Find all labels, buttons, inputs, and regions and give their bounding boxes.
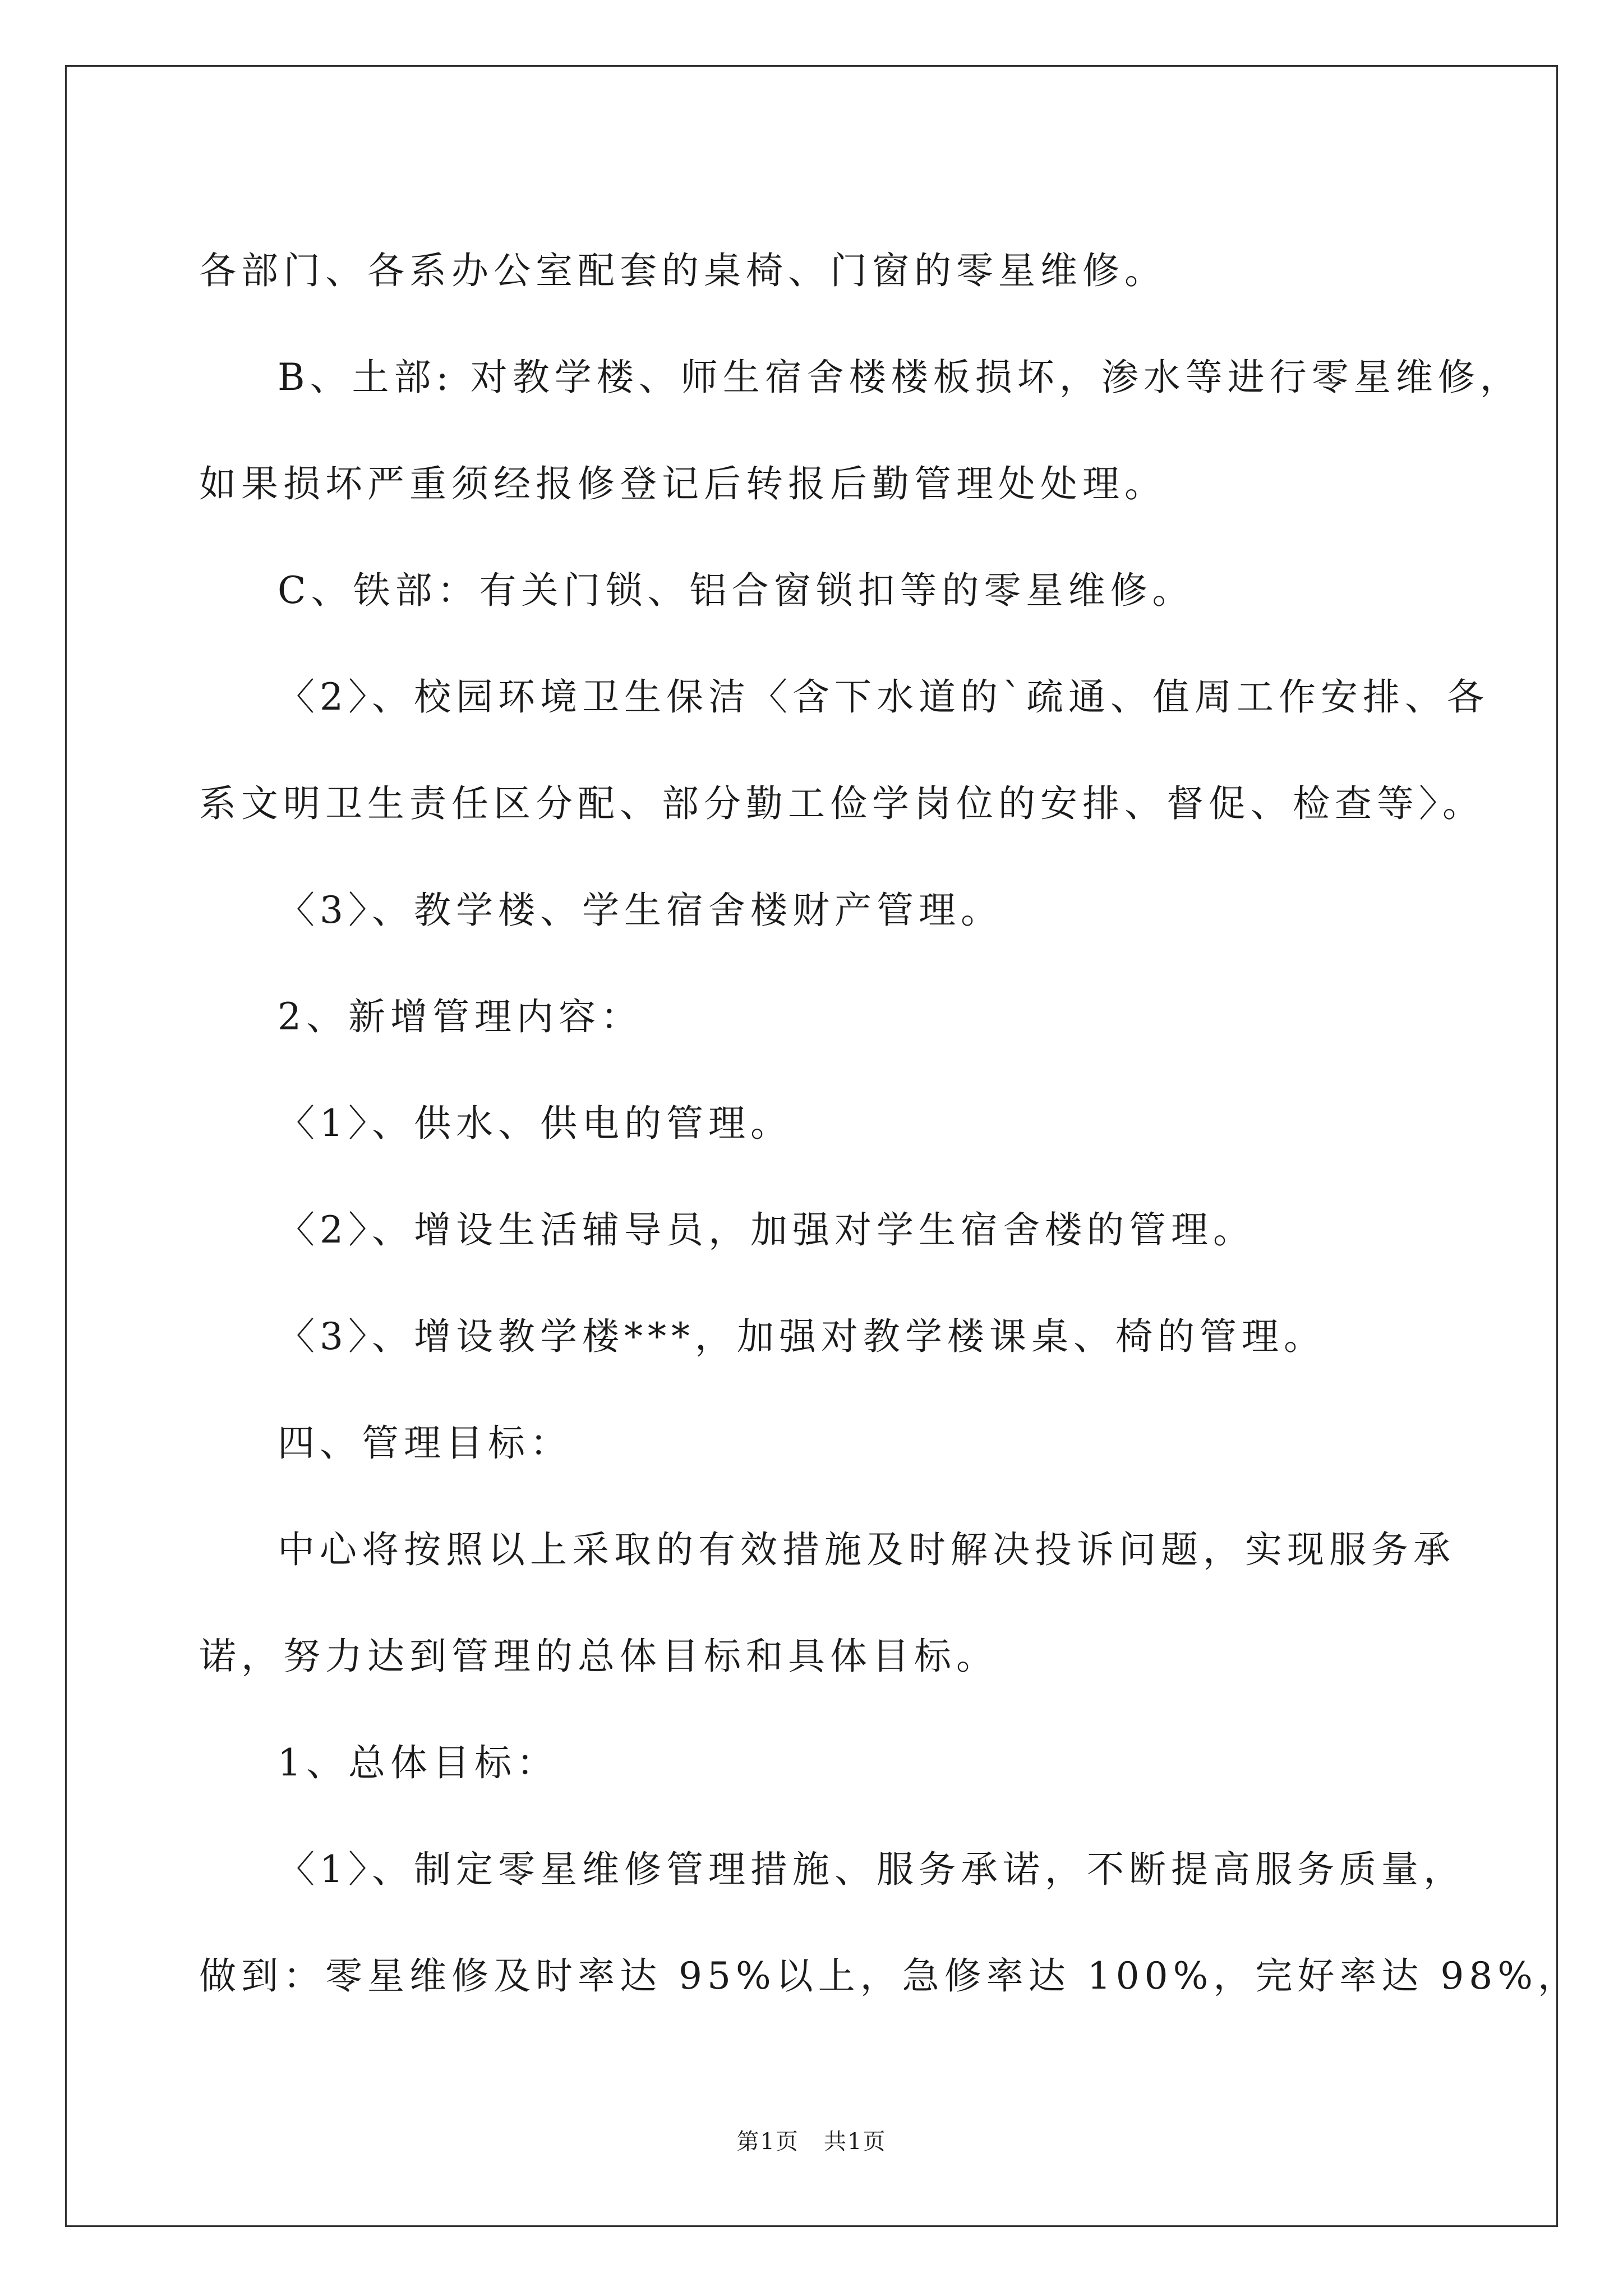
paragraph-line: 中心将按照以上采取的有效措施及时解决投诉问题，实现服务承 [278,1528,1455,1571]
paragraph-line: C、铁部：有关门锁、铝合窗锁扣等的零星维修。 [278,569,1195,612]
paragraph-line: B、土部: 对教学楼、师生宿舍楼楼板损坏，渗水等进行零星维修， [278,356,1522,399]
document-body [199,218,1580,2030]
paragraph-line: 〈2〉、校园环境卫生保洁〈含下水道的`疏通、值周工作安排、各 [278,675,1489,719]
paragraph-line: 〈2〉、增设生活辅导员，加强对学生宿舍楼的管理。 [278,1208,1255,1251]
paragraph-line: 〈1〉、制定零星维修管理措施、服务承诺，不断提高服务质量， [278,1848,1465,1891]
paragraph-line: 系文明卫生责任区分配、部分勤工俭学岗位的安排、督促、检查等〉。 [199,782,1484,825]
paragraph-line: 做到：零星维修及时率达 95%以上，急修率达 100%，完好率达 98%， [199,1954,1580,1998]
paragraph-line: 〈3〉、教学楼、学生宿舍楼财产管理。 [278,889,1003,932]
paragraph-line: 〈1〉、供水、供电的管理。 [278,1102,792,1145]
paragraph-line: 各部门、各系办公室配套的桌椅、门窗的零星维修。 [199,249,1166,292]
section-heading: 四、管理目标： [278,1421,572,1465]
paragraph-line: 如果损坏严重须经报修登记后转报后勤管理处处理。 [199,462,1166,505]
section-heading: 2、新增管理内容： [278,995,643,1038]
paragraph-line: 〈3〉、增设教学楼***，加强对教学楼课桌、椅的管理。 [278,1315,1326,1358]
paragraph-line: 诺，努力达到管理的总体目标和具体目标。 [199,1635,998,1678]
section-heading: 1、总体目标： [278,1741,559,1784]
page-number-footer: 第1页 共1页 [736,2129,887,2155]
